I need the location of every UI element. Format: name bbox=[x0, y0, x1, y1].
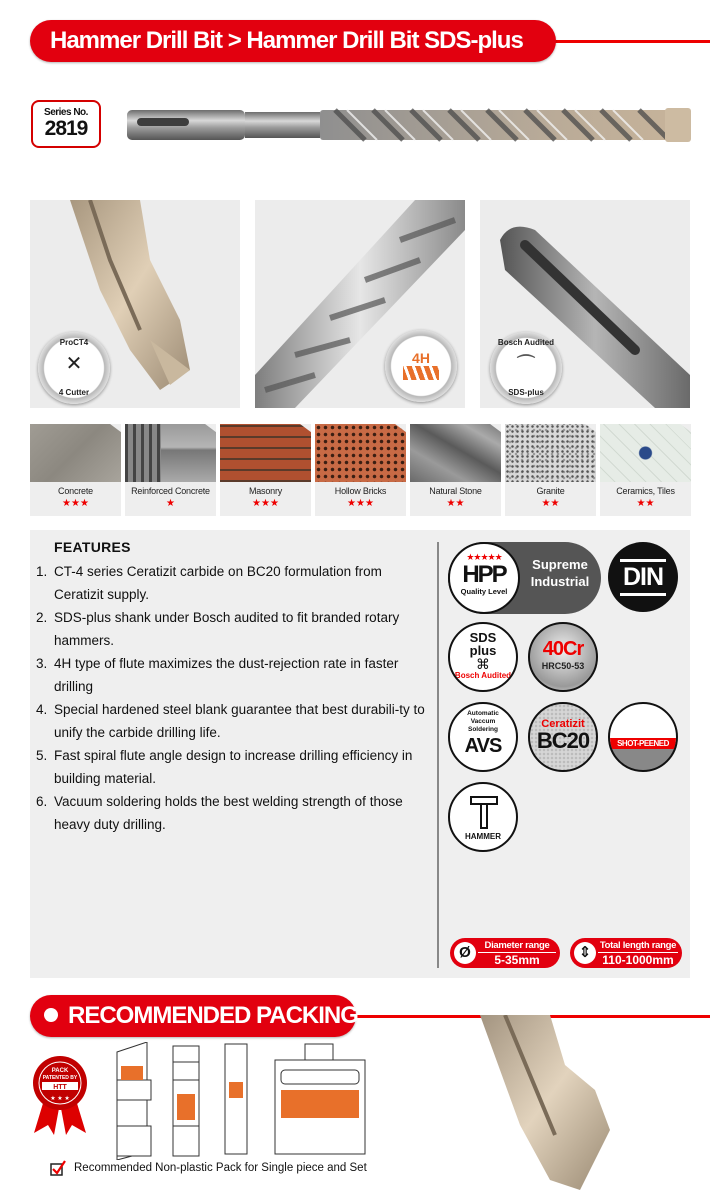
feature-item: 5. Fast spiral flute angle design to increase drilling efficiency in building material. bbox=[36, 748, 413, 786]
svg-text:HTT: HTT bbox=[53, 1084, 67, 1091]
material-granite: Granite ★★ bbox=[505, 424, 596, 516]
material-natural-stone: Natural Stone ★★ bbox=[410, 424, 501, 516]
quality-grade: Supreme Industrial bbox=[530, 557, 590, 589]
proct4-seal-icon: ProCT4 ✕ 4 Cutter bbox=[38, 332, 110, 404]
rating-stars: ★★★ bbox=[252, 498, 279, 509]
breadcrumb: Hammer Drill Bit > Hammer Drill Bit SDS-plus bbox=[30, 20, 556, 62]
panel-divider bbox=[437, 542, 439, 968]
rating-stars: ★★ bbox=[446, 498, 465, 509]
material-suitability-row bbox=[30, 424, 690, 516]
length-range-badge: ⇕ Total length range 110-1000mm bbox=[570, 938, 682, 968]
svg-text:PATENTED BY: PATENTED BY bbox=[42, 1075, 78, 1081]
length-icon: ⇕ bbox=[574, 942, 596, 964]
feature-item: 1. CT-4 series Ceratizit carbide on BC20 formulation from Ceratizit supply. bbox=[36, 564, 382, 602]
ceramic-tiles-texture bbox=[600, 424, 691, 482]
features-panel bbox=[30, 530, 690, 978]
drill-bit-image bbox=[125, 100, 695, 150]
bullet-icon bbox=[44, 1008, 58, 1022]
series-number: 2819 bbox=[44, 117, 88, 140]
feature-item: 2. SDS-plus shank under Bosch audited to fit branded rotary hammers. bbox=[36, 610, 400, 648]
svg-text:PACK: PACK bbox=[51, 1068, 69, 1074]
steel-40cr-icon: 40Cr HRC50-53 bbox=[528, 622, 598, 692]
feature-item: 4. Special hardened steel blank guarantee that best durabili-ty to unify the carbide drilling life. bbox=[36, 702, 425, 740]
granite-texture bbox=[505, 424, 596, 482]
shot-peened-icon: SHOT-PEENED bbox=[608, 702, 678, 772]
hollow-bricks-texture bbox=[315, 424, 406, 482]
rating-stars: ★ bbox=[166, 498, 175, 509]
4h-flute-seal-icon: 4H bbox=[385, 330, 457, 402]
svg-text:★ ★ ★: ★ ★ ★ bbox=[50, 1096, 70, 1102]
series-label: Series No. bbox=[44, 107, 88, 118]
material-masonry: Masonry ★★★ bbox=[220, 424, 311, 516]
sds-plus-icon: SDS plus ⌘ Bosch Audited bbox=[448, 622, 518, 692]
feature-item: 6. Vacuum soldering holds the best welding strength of those heavy duty drilling. bbox=[36, 794, 403, 832]
packaging-illustrations bbox=[105, 1042, 405, 1160]
photo-shank bbox=[480, 200, 690, 408]
packing-title: RECOMMENDED PACKING bbox=[30, 995, 356, 1037]
natural-stone-texture bbox=[410, 424, 501, 482]
material-hollow-bricks: Hollow Bricks ★★★ bbox=[315, 424, 406, 516]
patented-pack-seal-icon bbox=[30, 1055, 90, 1135]
diameter-range-badge: Ø Diameter range 5-35mm bbox=[450, 938, 560, 968]
bosch-audited-seal-icon: Bosch Audited ⌒ SDS-plus bbox=[490, 332, 562, 404]
feature-item: 3. 4H type of flute maximizes the dust-rejection rate in faster drilling bbox=[36, 656, 399, 694]
rating-stars: ★★★ bbox=[347, 498, 374, 509]
features-list bbox=[36, 560, 426, 836]
rating-stars: ★★ bbox=[636, 498, 655, 509]
ceratizit-bc20-icon: Ceratizit BC20 bbox=[528, 702, 598, 772]
drill-tip-image bbox=[480, 1015, 710, 1195]
masonry-texture bbox=[220, 424, 311, 482]
photo-flute bbox=[255, 200, 465, 408]
material-concrete: Concrete ★★★ bbox=[30, 424, 121, 516]
packing-note: Recommended Non-plastic Pack for Single piece and Set bbox=[50, 1160, 367, 1176]
features-title: FEATURES bbox=[54, 539, 131, 555]
rating-stars: ★★★ bbox=[62, 498, 89, 509]
reinforced-concrete-texture bbox=[125, 424, 216, 482]
breadcrumb-header bbox=[0, 20, 720, 62]
series-badge bbox=[31, 100, 101, 148]
concrete-texture bbox=[30, 424, 121, 482]
rating-stars: ★★ bbox=[541, 498, 560, 509]
checkbox-checked-icon bbox=[50, 1160, 66, 1176]
hammer-mode-icon: HAMMER bbox=[448, 782, 518, 852]
hpp-quality-badge bbox=[448, 542, 601, 614]
diameter-icon: Ø bbox=[454, 942, 476, 964]
photo-carbide-tip bbox=[30, 200, 240, 408]
material-ceramics-tiles: Ceramics, Tiles ★★ bbox=[600, 424, 691, 516]
material-reinforced-concrete: Reinforced Concrete ★ bbox=[125, 424, 216, 516]
avs-soldering-icon: Automatic Vaccum Soldering AVS bbox=[448, 702, 518, 772]
hpp-icon: ★★★★★ HPP Quality Level bbox=[448, 542, 520, 614]
din-icon: DIN bbox=[608, 542, 678, 612]
